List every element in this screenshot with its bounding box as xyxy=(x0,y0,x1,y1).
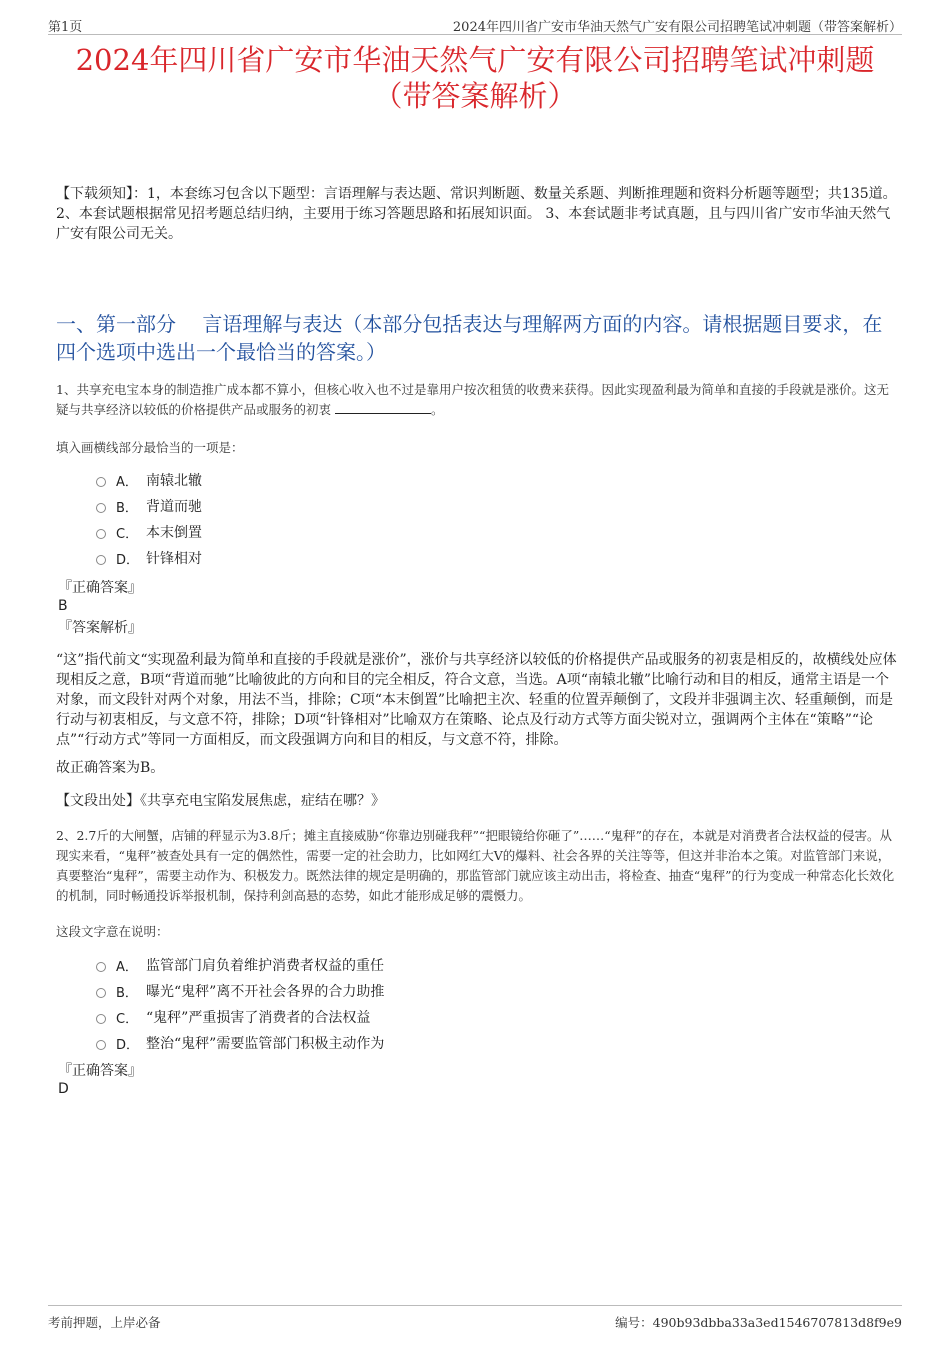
source-citation: 【文段出处】《共享充电宝陷发展焦虑，症结在哪？》 xyxy=(56,793,385,809)
option-letter: D． xyxy=(116,1037,140,1053)
fill-blank xyxy=(335,401,431,414)
option-text: 曝光“鬼秤”离不开社会各界的合力助推 xyxy=(146,984,385,1000)
page-header xyxy=(48,14,902,35)
option-letter: B． xyxy=(116,500,138,516)
header-doc-title: 2024年四川省广安市华油天然气广安有限公司招聘笔试冲刺题（带答案解析） xyxy=(452,20,902,35)
radio-button[interactable] xyxy=(96,1014,106,1024)
radio-button[interactable] xyxy=(96,477,106,487)
question-2-prompt: 这段文字意在说明： xyxy=(56,924,169,939)
option-letter: A． xyxy=(116,474,138,490)
radio-button[interactable] xyxy=(96,503,106,513)
question-2-options xyxy=(96,952,384,1056)
analysis-label: 『答案解析』 xyxy=(58,620,142,636)
option-c[interactable] xyxy=(96,1004,384,1030)
option-text: 本末倒置 xyxy=(146,525,202,541)
analysis-text: “这”指代前文“实现盈利最为简单和直接的手段就是涨价”，涨价与共享经济以较低的价格提供产品或服务的初衷是相反的，故横线处应体现相反之意，B项“背道而驰”比喻彼此的方向和目的完全相反，符合文意，当选。A项“南辕北辙”比喻行动和目的相反，通常主语是一个对象，而文段针对两个对象，用法不当，排除；C项“本末倒置”比喻把主次、轻重的位置弄颠倒了，文段并非强调主次、轻重颠倒，而是行动与初衷相反，与文意不符，排除；D项“针锋相对”比喻双方在策略、论点及行动方式等方面尖锐对立，强调两个主体在“策略”“论点”“行动方式”等同一方面相反，而文段强调方向和目的相反，与文意不符，排除。 xyxy=(56,652,897,748)
footer-slogan: 考前押题，上岸必备 xyxy=(48,1315,161,1330)
question-1-body: 1、共享充电宝本身的制造推广成本都不算小，但核心收入也不过是靠用户按次租赁的收费来获得。因此实现盈利最为简单和直接的手段就是涨价。这无疑与共享经济以较低的价格提供产品或服务的初衷 xyxy=(56,382,889,417)
radio-button[interactable] xyxy=(96,529,106,539)
option-text: “鬼秤”严重损害了消费者的合法权益 xyxy=(146,1010,371,1026)
radio-button[interactable] xyxy=(96,962,106,972)
title-line-2: （带答案解析） xyxy=(373,79,577,113)
option-letter: D． xyxy=(116,552,140,568)
option-letter: B． xyxy=(116,985,138,1001)
question-2-text: 2、2.7斤的大闸蟹，店铺的秤显示为3.8斤；摊主直接威胁“你靠边别碰我秤”“把眼镜给你砸了”……“鬼秤”的存在，本就是对消费者合法权益的侵害。从现实来看，“鬼秤”被查处具有一定的偶然性，需要一定的社会助力，比如网红大V的爆料、社会各界的关注等等，但这并非治本之策。对监管部门来说，真要整治“鬼秤”，需要主动作为、积极发力。既然法律的规定是明确的，那监管部门就应该主动出击，将检查、抽查“鬼秤”的行为变成一种常态化长效化的机制，同时畅通投诉举报机制，保持利剑高悬的态势，如此才能形成足够的震慑力。 xyxy=(56,828,895,903)
option-text: 南辕北辙 xyxy=(146,473,202,489)
option-text: 针锋相对 xyxy=(146,551,202,567)
title-line-1: 2024年四川省广安市华油天然气广安有限公司招聘笔试冲刺题 xyxy=(75,43,875,77)
question-1-options xyxy=(96,467,202,571)
question-1-end: 。 xyxy=(431,402,444,417)
option-b[interactable] xyxy=(96,493,202,519)
option-a[interactable] xyxy=(96,467,202,493)
radio-button[interactable] xyxy=(96,1040,106,1050)
option-text: 背道而驰 xyxy=(146,499,202,515)
footer-serial: 编号：490b93dbba33a3ed1546707813d8f9e9 xyxy=(615,1315,902,1330)
option-d[interactable] xyxy=(96,1030,384,1056)
option-b[interactable] xyxy=(96,978,384,1004)
radio-button[interactable] xyxy=(96,988,106,998)
option-letter: C． xyxy=(116,526,139,542)
question-1-text xyxy=(56,380,898,420)
option-a[interactable] xyxy=(96,952,384,978)
section-heading: 一、第一部分 言语理解与表达（本部分包括表达与理解两方面的内容。请根据题目要求，在四个选项中选出一个最恰当的答案。） xyxy=(56,312,883,364)
analysis-conclusion: 故正确答案为B。 xyxy=(56,760,165,776)
option-letter: C． xyxy=(116,1011,139,1027)
answer-label: 『正确答案』 xyxy=(58,1063,142,1079)
question-1-prompt: 填入画横线部分最恰当的一项是： xyxy=(56,440,244,455)
option-d[interactable] xyxy=(96,545,202,571)
download-notice: 【下载须知】：1，本套练习包含以下题型：言语理解与表达题、常识判断题、数量关系题、判断推理题和资料分析题等题型；共135道。 2、本套试题根据常见招考题总结归纳，主要用于练习答题思路和拓展知识面。 3、本套试题非考试真题，且与四川省广安市华油天然气广安有限公司无关。 xyxy=(56,186,897,242)
radio-button[interactable] xyxy=(96,555,106,565)
answer-value: B xyxy=(58,598,68,614)
option-text: 监管部门肩负着维护消费者权益的重任 xyxy=(146,958,384,974)
page-number: 第1页 xyxy=(48,20,83,35)
option-c[interactable] xyxy=(96,519,202,545)
answer-label: 『正确答案』 xyxy=(58,580,142,596)
answer-value: D xyxy=(58,1081,69,1097)
page-footer xyxy=(48,1305,902,1328)
option-text: 整治“鬼秤”需要监管部门积极主动作为 xyxy=(146,1036,385,1052)
option-letter: A． xyxy=(116,959,138,975)
document-title xyxy=(40,42,910,114)
